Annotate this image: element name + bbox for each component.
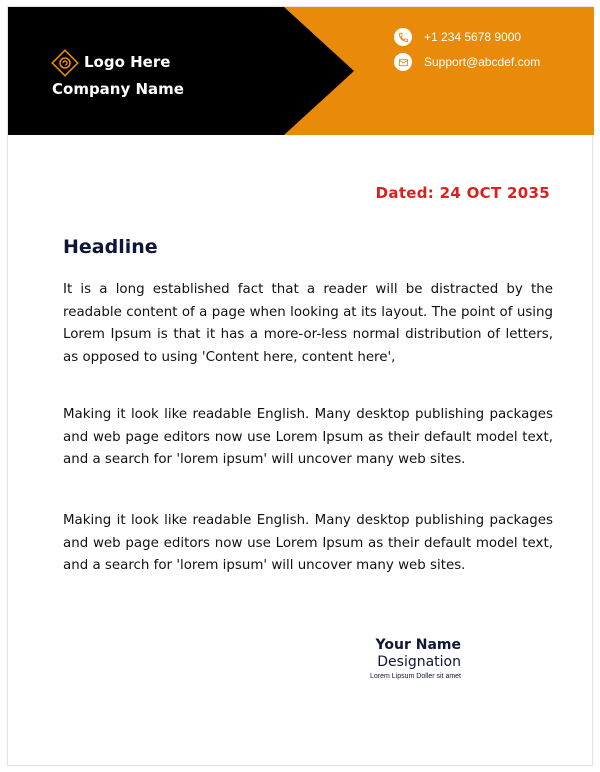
email-text: Support@abcdef.com bbox=[424, 55, 541, 69]
signature-name: Your Name bbox=[375, 637, 461, 653]
phone-icon bbox=[394, 28, 412, 46]
signature-designation: Designation bbox=[377, 654, 461, 670]
signature-tagline: Lorem Lipsum Doller sit amet bbox=[369, 673, 461, 680]
contact-phone[interactable] bbox=[394, 28, 521, 46]
dated-text: Dated: 24 OCT 2035 bbox=[375, 184, 550, 202]
body-paragraph-3: Making it look like readable English. Many desktop publishing packages and web page editors now use Lorem Ipsum as their default model text, and a search for 'lorem ipsum' will uncover many web sites. bbox=[63, 513, 553, 574]
mail-icon bbox=[394, 53, 412, 71]
letterhead-header bbox=[8, 7, 594, 135]
signature-block bbox=[370, 637, 461, 680]
header-band bbox=[8, 7, 594, 135]
logo-icon bbox=[50, 48, 80, 78]
headline: Headline bbox=[63, 236, 158, 258]
logo-text: Logo Here bbox=[84, 53, 171, 71]
contact-email[interactable] bbox=[394, 53, 540, 71]
phone-text: +1 234 5678 9000 bbox=[424, 30, 522, 44]
body-paragraph-2: Making it look like readable English. Many desktop publishing packages and web page editors now use Lorem Ipsum as their default model text, and a search for 'lorem ipsum' will uncover many web sites. bbox=[63, 407, 553, 468]
company-name: Company Name bbox=[52, 80, 184, 98]
body-paragraph-1: It is a long established fact that a reader will be distracted by the readable content of a page when looking at its layout. The point of using Lorem Ipsum is that it has a more-or-less normal distribution of letters, as opposed to using 'Content here, content here', bbox=[63, 282, 553, 365]
letterhead-page bbox=[7, 6, 593, 766]
